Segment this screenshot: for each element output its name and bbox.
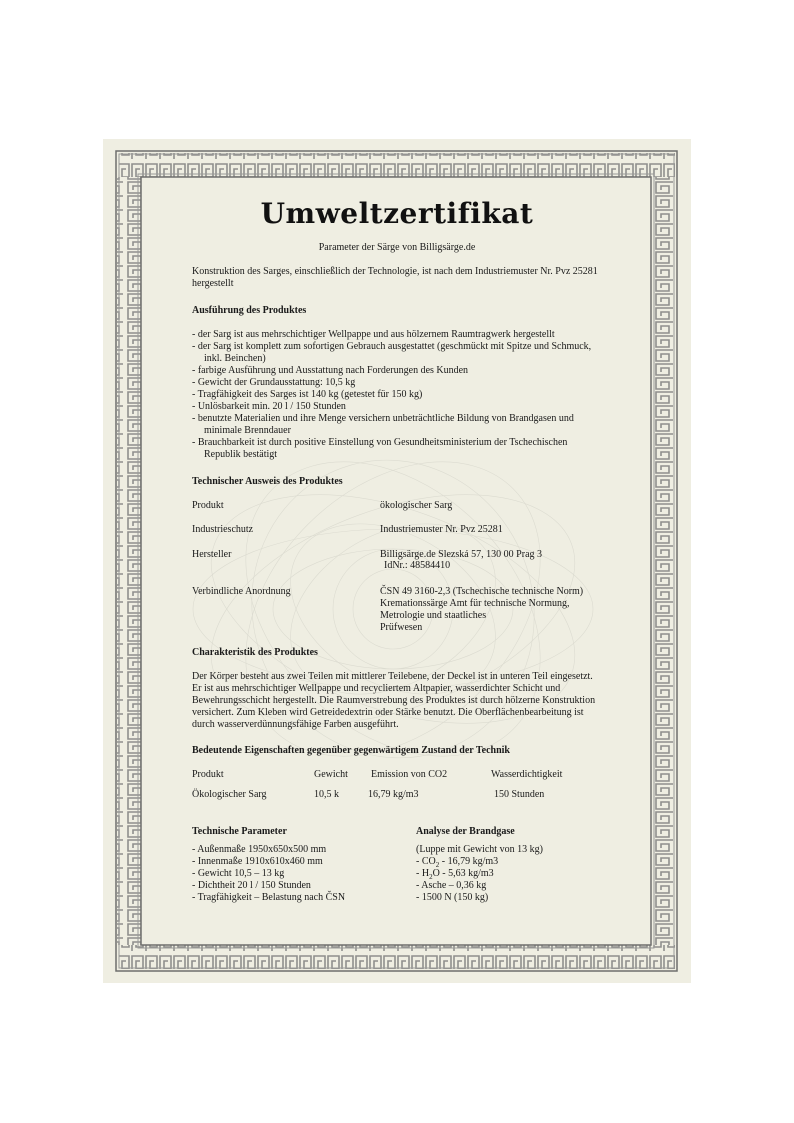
list-item: - Außenmaße 1950x650x500 mm	[192, 844, 327, 855]
table-cell: Ökologischer Sarg	[192, 789, 267, 800]
list-item: - Tragfähigkeit des Sarges ist 140 kg (getestet für 150 kg)	[192, 389, 423, 400]
execution-list	[192, 329, 604, 461]
co2-subscript: 2	[435, 861, 440, 869]
list-item: - Asche – 0,36 kg	[416, 880, 487, 891]
tech-id-value: Prüfwesen	[380, 622, 423, 633]
tech-id-label: Industrieschutz	[192, 524, 254, 535]
list-item: - Innenmaße 1910x610x460 mm	[192, 856, 323, 867]
table-cell: 150 Stunden	[494, 789, 545, 800]
fire-gases-list	[416, 844, 596, 904]
list-item: - der Sarg ist komplett zum sofortigen Gebrauch ausgestattet (geschmückt mit Spitze und Schmuck, inkl. Beinchen)	[192, 341, 592, 364]
list-item: - benutzte Materialien und ihre Menge versichern unbeträchtliche Bildung von Brandgasen und minimale Brenndauer	[192, 413, 574, 436]
tech-id-label: Hersteller	[192, 549, 232, 560]
table-header-cell: Gewicht	[314, 769, 348, 780]
list-item: - Gewicht der Grundausstattung: 10,5 kg	[192, 377, 356, 388]
characteristics-heading: Charakteristik des Produktes	[192, 647, 318, 658]
tech-id-label: Verbindliche Anordnung	[192, 586, 291, 597]
certificate-subtitle: Parameter der Särge von Billigsärge.de	[318, 242, 476, 253]
list-item	[416, 856, 596, 868]
list-item: - Gewicht 10,5 – 13 kg	[192, 868, 285, 879]
tech-params-heading: Technische Parameter	[192, 826, 287, 837]
list-item: - Tragfähigkeit – Belastung nach ČSN	[192, 892, 346, 903]
co2-suffix: - 16,79 kg/m3	[439, 856, 499, 867]
list-item: - Unlösbarkeit min. 20 l / 150 Stunden	[192, 401, 346, 412]
list-item: - Brauchbarkeit ist durch positive Einstellung von Gesundheitsministerium der Tschechischen Republik bestätigt	[192, 437, 568, 460]
table-header-cell: Produkt	[192, 769, 224, 780]
list-item: - der Sarg ist aus mehrschichtiger Wellpappe und aus hölzernem Raumtragwerk hergestellt	[192, 329, 555, 340]
co2-prefix: - CO	[416, 856, 436, 867]
list-item: - farbige Ausführung und Ausstattung nach Forderungen des Kunden	[192, 365, 469, 376]
execution-heading: Ausführung des Produktes	[192, 305, 307, 316]
properties-heading: Bedeutende Eigenschaften gegenüber gegenwärtigem Zustand der Technik	[192, 745, 510, 756]
table-cell: 10,5 k	[314, 789, 339, 800]
h2o-prefix: - H	[416, 868, 430, 879]
intro-text: Konstruktion des Sarges, einschließlich der Technologie, ist nach dem Industriemuster Nr. Pvz 25281 hergestellt	[192, 266, 598, 289]
tech-id-value: ökologischer Sarg	[380, 500, 453, 511]
tech-id-label: Produkt	[192, 500, 224, 511]
table-header-cell: Wasserdichtigkeit	[491, 769, 563, 780]
table-cell: 16,79 kg/m3	[368, 789, 419, 800]
list-item: - 1500 N (150 kg)	[416, 892, 489, 903]
list-item: (Luppe mit Gewicht von 13 kg)	[416, 844, 543, 855]
certificate-title: Umweltzertifikat	[260, 197, 534, 230]
tech-id-value: Metrologie und staatliches	[380, 610, 487, 621]
tech-params-list	[192, 844, 412, 904]
table-header-cell: Emission von CO2	[371, 769, 448, 780]
certificate	[103, 139, 691, 983]
tech-id-value: Kremationssärge Amt für technische Normung,	[380, 598, 570, 609]
list-item	[416, 868, 596, 880]
h2o-subscript: 2	[429, 873, 433, 881]
fire-gases-heading: Analyse der Brandgase	[416, 826, 515, 837]
tech-id-value: ČSN 49 3160-2,3 (Tschechische technische Norm)	[380, 586, 584, 597]
list-item: - Dichtheit 20 l / 150 Stunden	[192, 880, 311, 891]
tech-id-value: Industriemuster Nr. Pvz 25281	[380, 524, 503, 535]
h2o-suffix: O - 5,63 kg/m3	[432, 868, 494, 879]
tech-id-value: Billigsärge.de Slezská 57, 130 00 Prag 3	[380, 549, 543, 560]
characteristics-text: Der Körper besteht aus zwei Teilen mit mittlerer Teilebene, der Deckel ist in unteren Teil eingesetzt. Er ist aus mehrschichtiger Wellpappe und recycliertem Altpapier, wasserdichter Schicht und Bewehrungsschicht hergestellt. Die Raumverstrebung des Produktes ist durch hölzerne Konstruktion versichert. Zum Kleben wird Getreidedextrin oder Stärke benutzt. Die Oberflächenbearbeitung ist durch wasserverdünnungsfähige Farben ausgeführt.	[192, 671, 596, 730]
technical-id-heading: Technischer Ausweis des Produktes	[192, 476, 343, 487]
tech-id-value: IdNr.: 48584410	[384, 560, 451, 571]
